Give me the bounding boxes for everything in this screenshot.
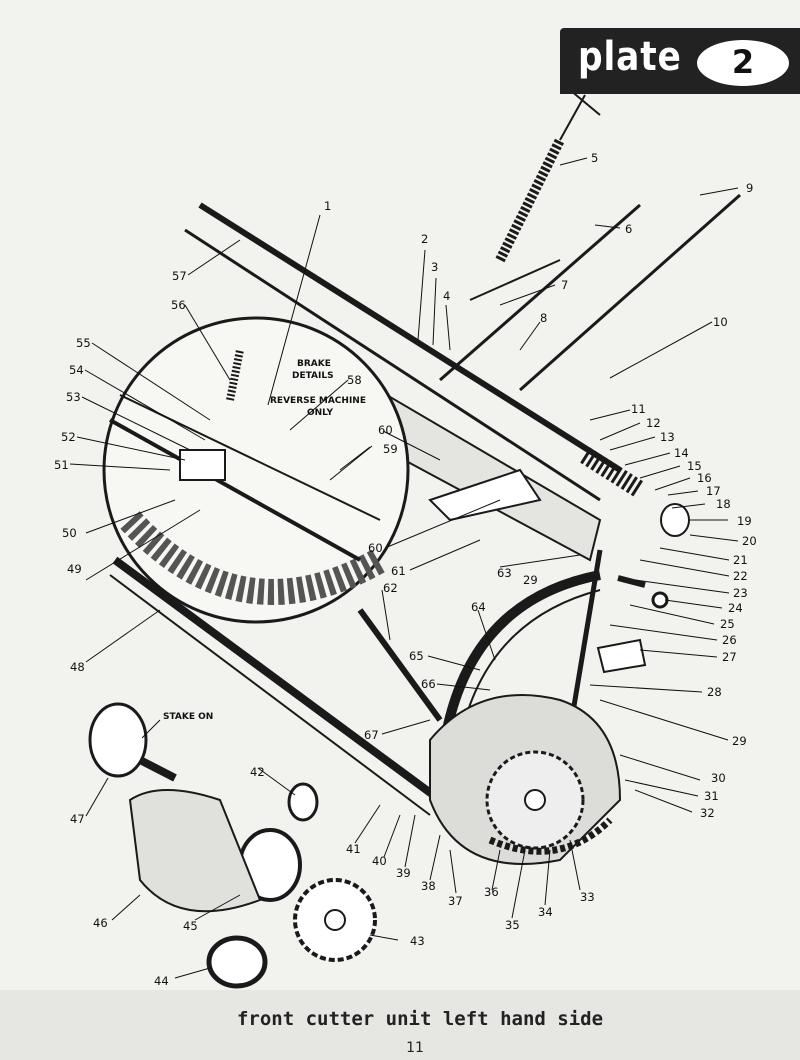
callout-31: 31 [704,789,719,803]
spring-5 [500,140,560,260]
nut-24 [653,593,667,607]
callout-44: 44 [154,974,169,988]
callout-49: 49 [67,562,82,576]
callout-54: 54 [69,363,84,377]
figure-caption: front cutter unit left hand side [236,1008,604,1030]
part-47-stem [140,760,175,778]
lever-62 [360,610,440,720]
callout-52: 52 [61,430,76,444]
note-stake-on: STAKE ON [163,712,214,722]
part-27-bracket [598,640,645,672]
callout-29-upper: 29 [523,573,538,587]
callout-18: 18 [716,497,731,511]
callout-43: 43 [410,934,425,948]
callout-30: 30 [711,771,726,785]
note-reverse-line2: ONLY [307,408,334,418]
callout-27: 27 [722,650,737,664]
callout-29-lower: 29 [732,734,747,748]
callout-4: 4 [443,289,451,303]
detail-bracket [180,450,225,480]
callout-20: 20 [742,534,757,548]
callout-58: 58 [347,373,362,387]
callout-24: 24 [728,601,743,615]
note-reverse-line1: REVERSE MACHINE [270,396,366,406]
callout-63: 63 [497,566,512,580]
sprocket-hub [525,790,545,810]
part-46-housing [130,790,260,911]
spring-hook [560,90,600,140]
note-brake-line1: BRAKE [297,359,331,369]
plate-number: 2 [731,43,755,81]
callout-14: 14 [674,446,689,460]
callout-15: 15 [687,459,702,473]
callout-64: 64 [471,600,486,614]
callout-39: 39 [396,866,411,880]
callout-55: 55 [76,336,91,350]
callout-60-lower: 60 [368,541,383,555]
cylinder-end [661,504,689,536]
part-42-washer [289,784,317,820]
callout-38: 38 [421,879,436,893]
callout-5: 5 [591,151,599,165]
callout-46: 46 [93,916,108,930]
callout-2: 2 [421,232,429,246]
callout-40: 40 [372,854,387,868]
callout-33: 33 [580,890,595,904]
part-44-ring [209,938,265,986]
callout-66: 66 [421,677,436,691]
callout-35: 35 [505,918,520,932]
callout-25: 25 [720,617,735,631]
callout-1: 1 [324,199,332,213]
callout-8: 8 [540,311,548,325]
callout-7: 7 [561,278,569,292]
callout-16: 16 [697,471,712,485]
part-47-cap [90,704,146,776]
rod-6 [440,205,640,380]
callout-37: 37 [448,894,463,908]
callout-10: 10 [713,315,728,329]
callout-41: 41 [346,842,361,856]
callout-11: 11 [631,402,646,416]
callout-12: 12 [646,416,661,430]
callout-61: 61 [391,564,406,578]
callout-60-upper: 60 [378,423,393,437]
callout-45: 45 [183,919,198,933]
callout-59: 59 [383,442,398,456]
callout-65: 65 [409,649,424,663]
callout-17: 17 [706,484,721,498]
callout-48: 48 [70,660,85,674]
part-43-hole [325,910,345,930]
note-brake-line2: DETAILS [292,371,334,381]
spring-15 [585,455,640,490]
callout-62: 62 [383,581,398,595]
callout-50: 50 [62,526,77,540]
callout-51: 51 [54,458,69,472]
page-number: 11 [406,1040,424,1056]
callout-26: 26 [722,633,737,647]
bolt-23 [618,578,645,585]
callout-3: 3 [431,260,439,274]
callout-19: 19 [737,514,752,528]
rod-upper [470,260,560,300]
callout-21: 21 [733,553,748,567]
callout-6: 6 [625,222,633,236]
callout-67: 67 [364,728,379,742]
callout-9: 9 [746,181,754,195]
callout-57: 57 [172,269,187,283]
callout-28: 28 [707,685,722,699]
callout-42: 42 [250,765,265,779]
callout-32: 32 [700,806,715,820]
plate-label: plate [578,34,682,80]
callout-23: 23 [733,586,748,600]
callout-13: 13 [660,430,675,444]
callout-56: 56 [171,298,186,312]
callout-36: 36 [484,885,499,899]
callout-22: 22 [733,569,748,583]
callout-47: 47 [70,812,85,826]
callout-53: 53 [66,390,81,404]
callout-34: 34 [538,905,553,919]
